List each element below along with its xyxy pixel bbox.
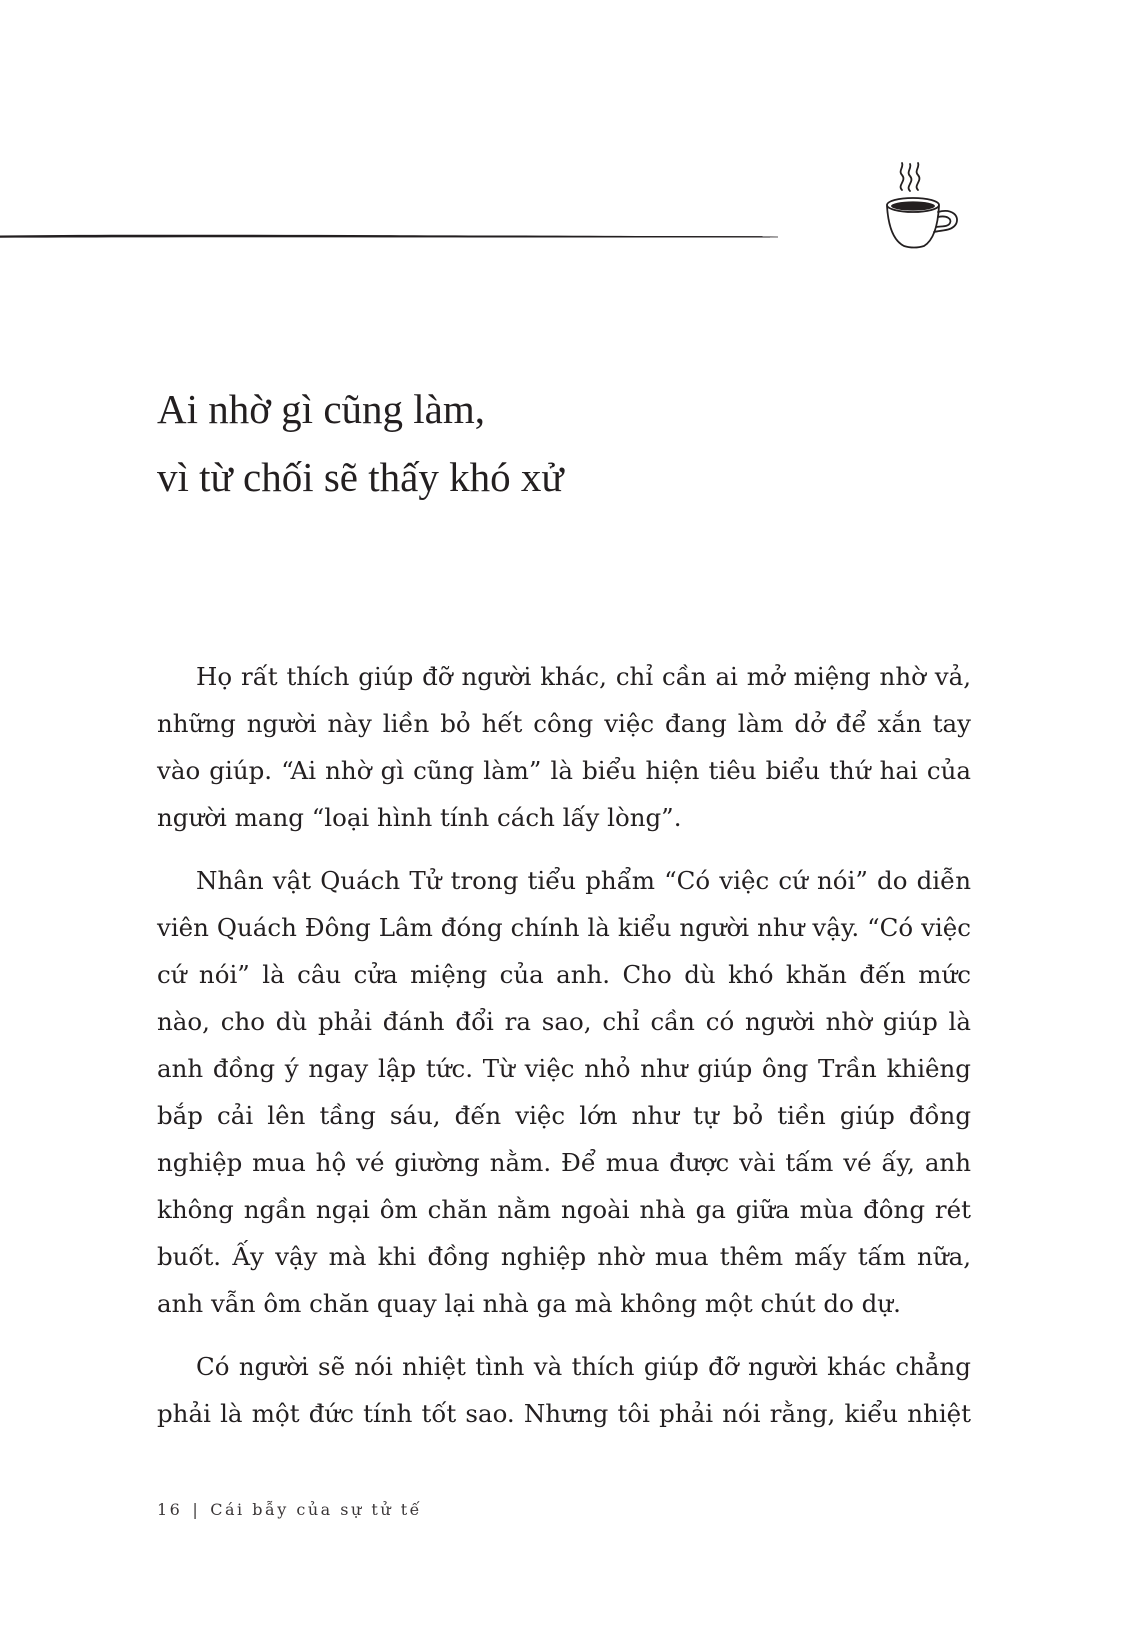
paragraph-2: Nhân vật Quách Tử trong tiểu phẩm “Có việc cứ nói” do diễn viên Quách Đông Lâm đóng chính là kiểu người như vậy. “Có việc cứ nói” là câu cửa miệng của anh. Cho dù khó khăn đến mức nào, cho dù phải đánh đổi ra sao, chỉ cần có người nhờ giúp là anh đồng ý ngay lập tức. Từ việc nhỏ như giúp ông Trần khiêng bắp cải lên tầng sáu, đến việc lớn như tự bỏ tiền giúp đồng nghiệp mua hộ vé giường nằm. Để mua được vài tấm vé ấy, anh không ngần ngại ôm chăn nằm ngoài nhà ga giữa mùa đông rét buốt. Ấy vậy mà khi đồng nghiệp nhờ mua thêm mấy tấm nữa, anh vẫn ôm chăn quay lại nhà ga mà không một chút do dự.: [157, 866, 971, 1318]
chapter-title: [157, 375, 977, 511]
chapter-title-line-1: Ai nhờ gì cũng làm,: [157, 386, 485, 432]
body-text: [157, 653, 971, 1453]
footer-separator: |: [192, 1500, 201, 1519]
page-footer: [157, 1500, 422, 1519]
paragraph-3: Có người sẽ nói nhiệt tình và thích giúp đỡ người khác chẳng phải là một đức tính tốt sao. Nhưng tôi phải nói rằng, kiểu nhiệt: [157, 1352, 971, 1428]
book-title: Cái bẫy của sự tử tế: [210, 1500, 422, 1519]
chapter-title-line-2: vì từ chối sẽ thấy khó xử: [157, 454, 564, 500]
page-number: 16: [157, 1500, 183, 1519]
paragraph-1: Họ rất thích giúp đỡ người khác, chỉ cần ai mở miệng nhờ vả, những người này liền bỏ hết công việc đang làm dở để xắn tay vào giúp. “Ai nhờ gì cũng làm” là biểu hiện tiêu biểu thứ hai của người mang “loại hình tính cách lấy lòng”.: [157, 662, 971, 832]
coffee-cup-icon: [880, 160, 980, 256]
brush-divider-line: [0, 228, 780, 244]
